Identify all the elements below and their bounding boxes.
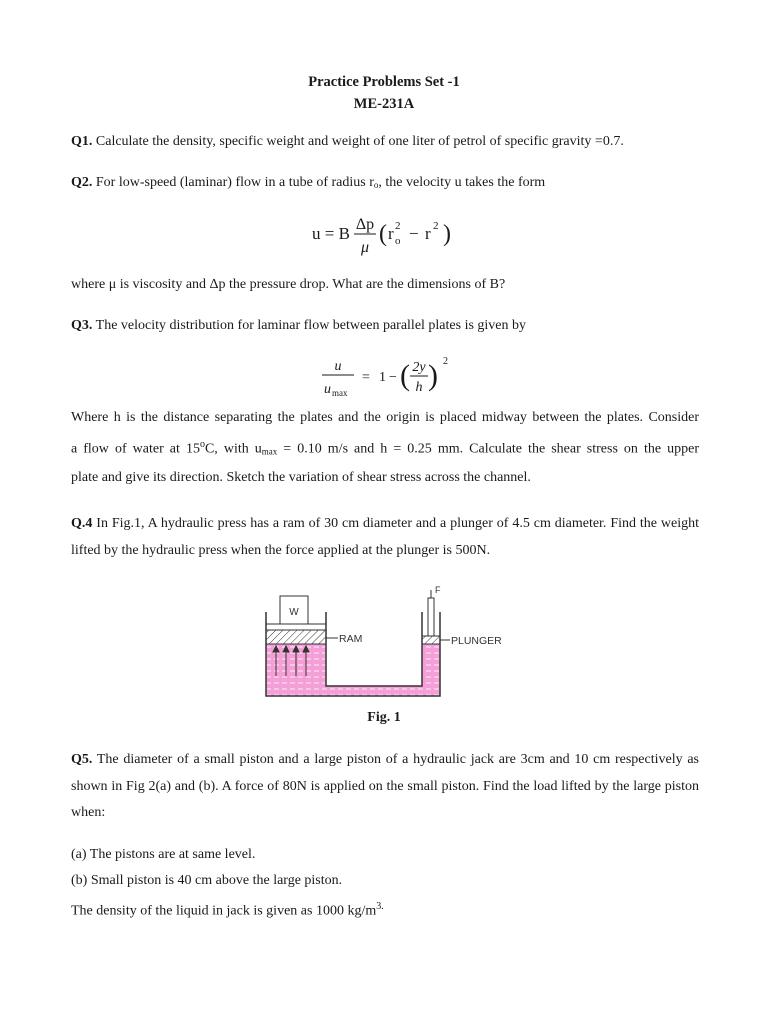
eq3-inner-num: 2y [412,360,426,375]
doc-title: Practice Problems Set -1 [308,74,460,90]
question-2 [71,170,699,199]
q5-density [71,894,699,925]
eq2-lhs: u = B [312,224,350,243]
q5-part-b: (b) Small piston is 40 cm above the large piston. [71,873,343,888]
figure-caption: Fig. 1 [367,710,401,725]
plunger-piston [422,636,440,644]
eq2-minus: − [409,224,419,243]
eq3-eq-sign: = [362,370,370,385]
eq3-paren-open: ( [400,359,410,392]
label-ram: RAM [339,633,363,645]
eq2-paren-close: ) [443,221,451,247]
label-f: F [435,585,441,595]
ram-platform [266,624,326,630]
eq3-power: 2 [443,356,448,367]
q2-text-before: For low-speed (laminar) flow in a tube of radius r [92,175,374,190]
q3-umax-sub: max [261,446,278,457]
q3-line-3: plate and give its direction. Sketch the variation of shear stress across the channel. [71,469,531,485]
q3-line2-b: C, with u [204,441,262,457]
q3-text: The velocity distribution for laminar flow between parallel plates is given by [92,318,527,333]
eq3-paren-close: ) [428,359,438,392]
equation-velocity-plates [322,350,462,402]
question-5 [71,747,699,827]
eq2-paren-open: ( [379,221,387,247]
q2-radius-sub: o [373,180,379,190]
question-1 [71,129,699,156]
q3-line-2 [71,432,699,465]
q5-density-end: . [381,901,384,912]
q5-text: The diameter of a small piston and a large piston of a hydraulic jack are 3cm and 10 cm respectively as shown in Fig 2(a) and (b). A force of 80N is applied on the small piston. Find the load lifted by the large piston when: [71,752,699,820]
eq2-r: r [388,224,394,243]
eq2-den: μ [360,239,370,256]
q1-text: Calculate the density, specific weight and weight of one liter of petrol of specific gravity =0.7. [92,134,624,149]
eq3-den-u: u [324,382,331,397]
eq3-num: u [334,359,342,374]
ram-piston [266,630,326,644]
eq3-one: 1 [379,370,386,385]
label-plunger: PLUNGER [451,635,502,647]
q4-text: In Fig.1, A hydraulic press has a ram of 30 cm diameter and a plunger of 4.5 cm diameter. Find the weight lifted by the hydraulic press when the force applied at the plunger is 500N. [71,516,699,558]
figure-hydraulic-press [258,584,518,702]
eq2-sup2: 2 [433,220,439,232]
q2-label: Q2. [71,175,93,190]
equation-velocity-tube [312,212,472,260]
label-w: W [289,607,299,618]
q3-line2-c: = 0.10 m/s and h = 0.25 mm. Calculate the shear stress on the upper [277,441,699,457]
question-3 [71,313,699,340]
q5-parts [71,842,699,925]
q1-label: Q1. [71,134,93,149]
q3-body [71,405,699,491]
q5-part-a: (a) The pistons are at same level. [71,847,256,862]
q3-label: Q3. [71,318,93,333]
eq2-sup: 2 [395,220,401,232]
q5-density-text: The density of the liquid in jack is given as 1000 kg/m [71,903,377,919]
q2-text-after: , the velocity u takes the form [378,175,546,190]
q3-line2-a: a flow of water at 15 [71,441,200,457]
eq2-sub: o [395,235,401,247]
eq3-inner-den: h [415,380,423,395]
plunger-rod [428,598,434,636]
q3-degree: o [199,438,205,450]
q4-label: Q.4 [71,516,93,531]
eq3-den-sub: max [332,388,348,398]
course-code: ME-231A [353,96,415,112]
q5-density-sup: 3 [376,901,382,912]
cylinder-inner-wall [326,612,422,686]
eq2-r2: r [425,224,431,243]
eq3-minus: − [389,370,397,385]
q2-followup: where μ is viscosity and Δp the pressure drop. What are the dimensions of B? [71,277,506,292]
q3-line-1: Where h is the distance separating the plates and the origin is placed midway between the plates. Consider [71,410,699,425]
question-4 [71,511,699,564]
q5-label: Q5. [71,752,93,767]
eq2-num: Δp [355,216,375,233]
